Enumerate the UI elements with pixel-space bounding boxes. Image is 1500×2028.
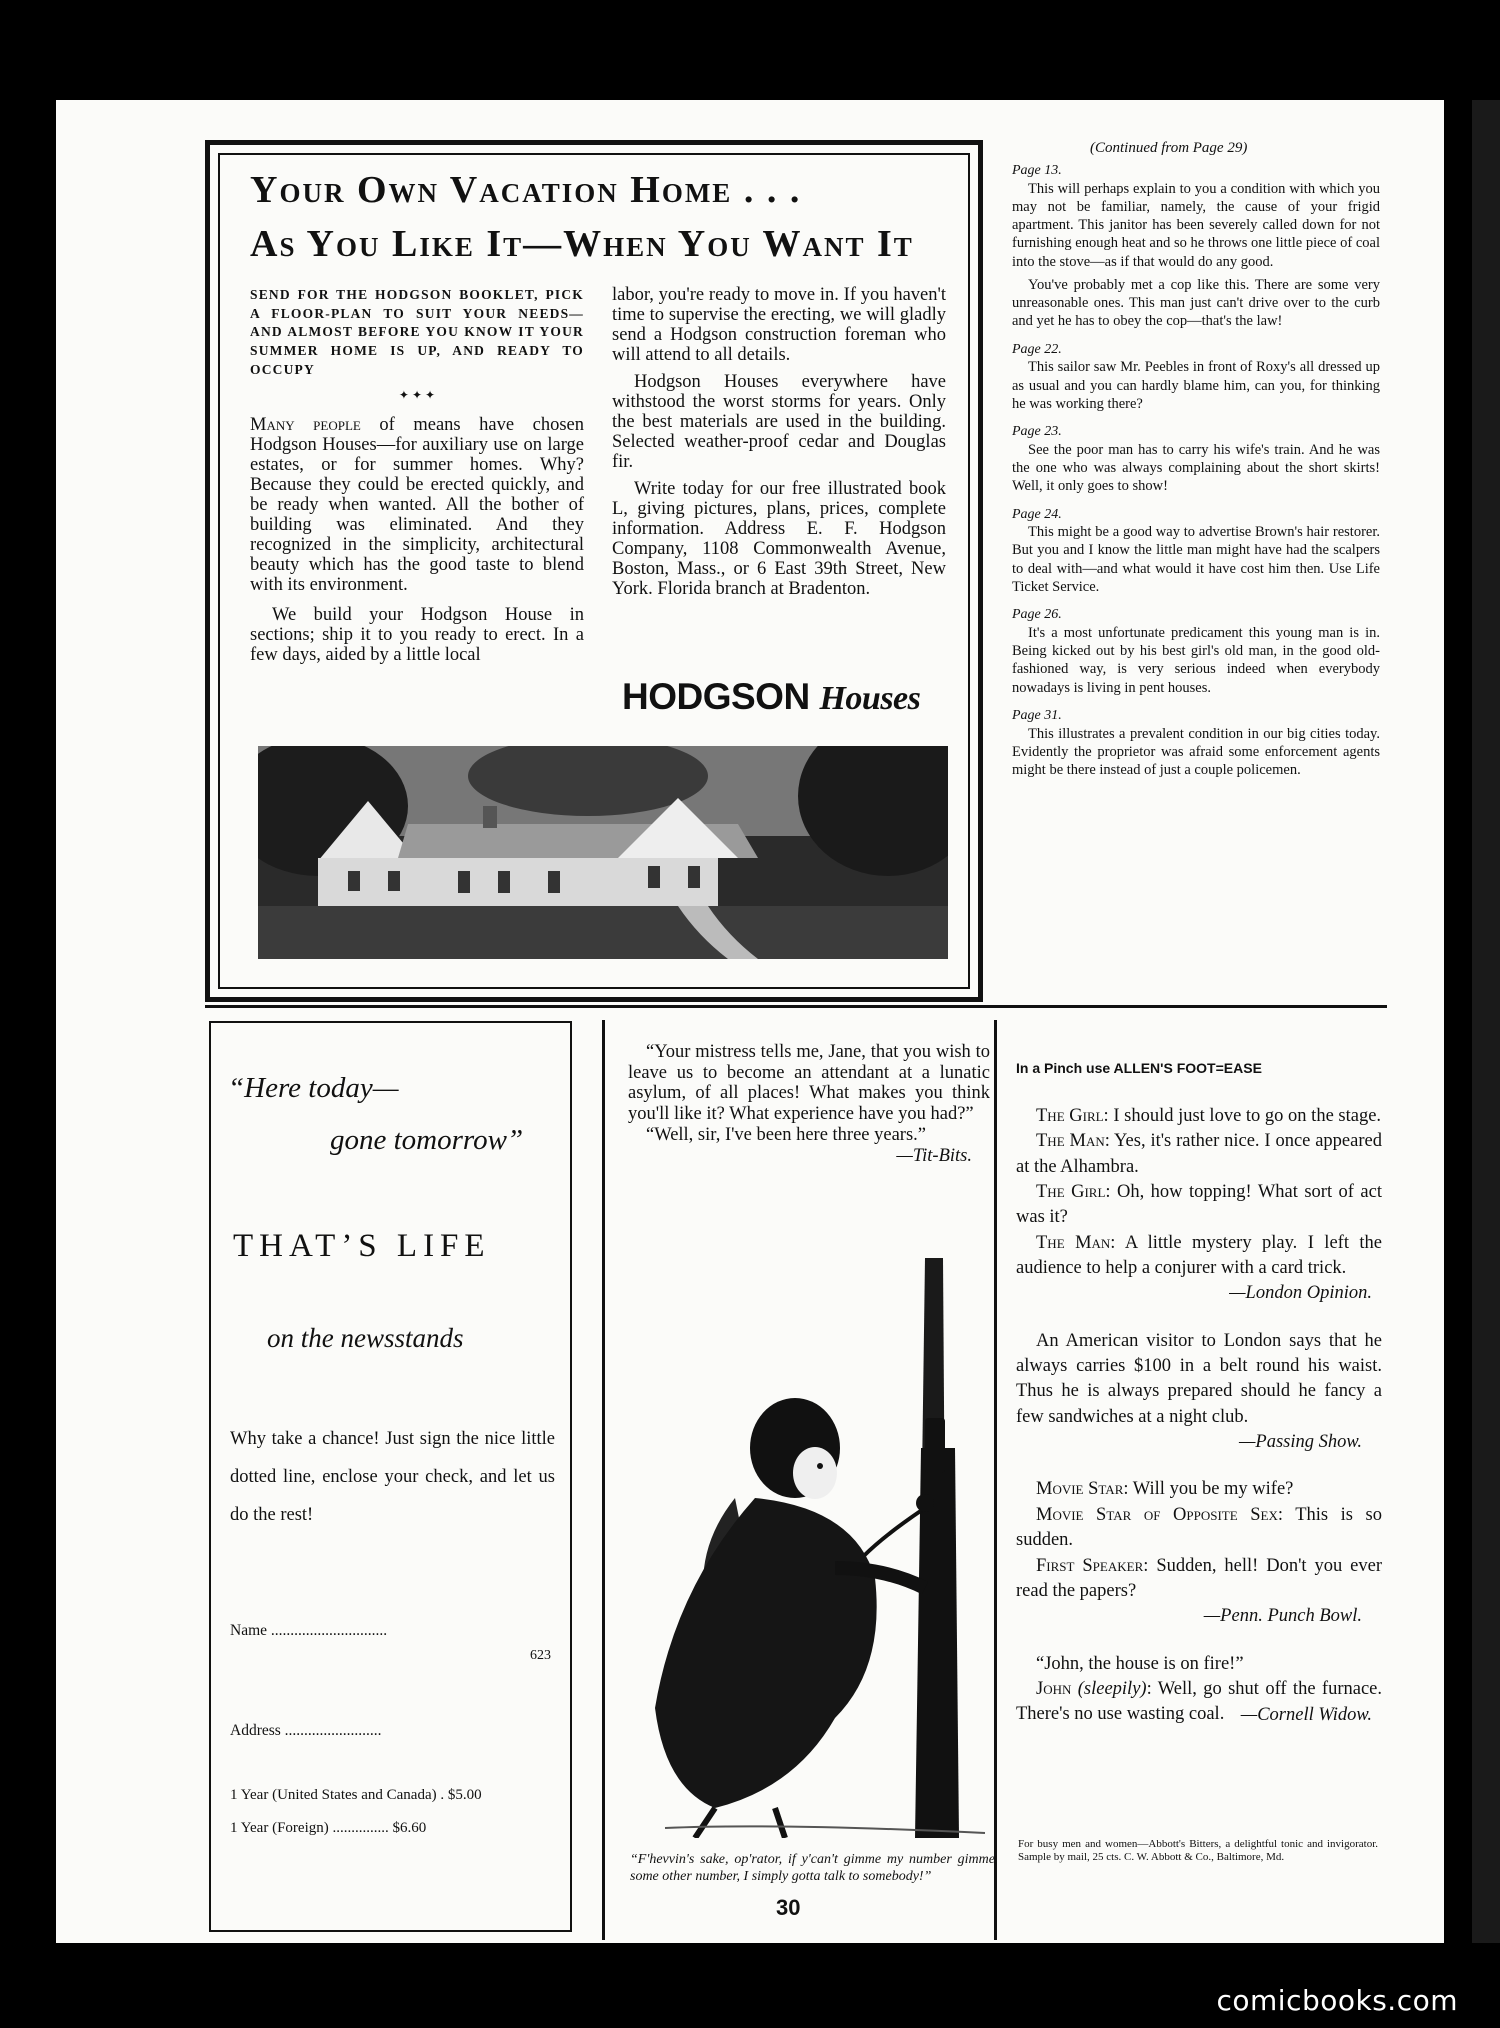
note-text: This sailor saw Mr. Peebles in front of Roxy's all dressed up as usual and you can hardly blame him, can you, for thinking he was working there? (1012, 359, 1380, 412)
joke-credit: —Tit-Bits. (896, 1145, 972, 1166)
note-page-23 (1012, 423, 1380, 495)
speaker-label: The Girl: (1036, 1106, 1109, 1126)
dialogue-line (1016, 1180, 1382, 1231)
note-text: You've probably met a cop like this. There are some very unreasonable ones. This man just can't drive over to the curb and yet he has to obey the cop—that's the law! (1012, 276, 1380, 330)
life-body: Why take a chance! Just sign the nice little dotted line, enclose your check, and let us do the rest! (230, 1429, 555, 1525)
note-page-label: Page 31. (1012, 707, 1062, 723)
cartoon-caption: “F'hevvin's sake, op'rator, if y'can't gimme my number gimme some other number, I simply gotta talk to somebody!” (630, 1852, 995, 1884)
facing-page-edge (1472, 100, 1500, 1943)
form-code: 623 (530, 1648, 551, 1663)
note-page-26 (1012, 606, 1380, 697)
continued-header: (Continued from Page 29) (1090, 140, 1248, 156)
column-rule-right (994, 1020, 997, 1940)
joke-furnace (1016, 1652, 1382, 1728)
page-number: 30 (776, 1895, 801, 1920)
small-caps-lead: Many people (250, 415, 361, 436)
note-text: It's a most unfortunate predicament this young man is in. Being kicked out by his best girl's old man, in the good old-fashioned way, is very serious indeed when everybody nowadays is living in pent houses. (1012, 624, 1380, 696)
dialogue-line (1016, 1231, 1382, 1282)
hodgson-column-left (250, 286, 584, 666)
abbotts-bitters-ad: For busy men and women—Abbott's Bitters, a delightful tonic and invigorator. Sample by mail, 25 cts. C. W. Abbott & Co., Baltimore, Md. (1018, 1838, 1378, 1863)
note-page-label: Page 13. (1012, 163, 1062, 178)
joke-jane-question: “Your mistress tells me, Jane, that you wish to leave us to become an attendant at a lunatic asylum, of all places! What makes you think you'll like it? What experience have you had?” (628, 1042, 990, 1125)
dialogue-text: A little mystery play. I left the audience to help a conjurer with a card trick. (1016, 1232, 1382, 1279)
joke-alhambra (1016, 1104, 1382, 1307)
hodgson-column-right (612, 286, 946, 600)
site-watermark: comicbooks.com (1216, 1984, 1458, 2017)
joke-belt (1016, 1329, 1382, 1456)
life-subhead: on the newsstands (267, 1323, 464, 1353)
speaker-label: The Girl: (1036, 1182, 1111, 1203)
speaker-label: The Man: (1036, 1232, 1116, 1253)
dialogue-text: Oh, how topping! What sort of act was it? (1016, 1182, 1382, 1228)
joke-credit: —Passing Show. (1238, 1432, 1362, 1453)
foot-ease-ad: In a Pinch use ALLEN'S FOOT=EASE (1016, 1060, 1262, 1076)
note-text: This will perhaps explain to you a condition with which you may not be familiar, namely, the cause of your frigid apartment. This janitor has been severely called down for not furnishing enough heat and so he throws one little piece of coal into the stove—as if that would do any good. (1012, 180, 1380, 270)
address-field[interactable]: Address ......................... (230, 1722, 382, 1739)
hodgson-para-2: We build your Hodgson House in sections; ship it to you ready to erect. In a few days, aided by a little local (250, 604, 584, 665)
hodgson-para-1 (250, 416, 584, 596)
dialogue-text: : Well, go shut off the furnace. There's no use wasting coal. (1016, 1678, 1382, 1725)
telephone-cartoon (625, 1248, 990, 1838)
joke-movie-star (1016, 1477, 1382, 1629)
note-page-24 (1012, 506, 1380, 597)
ornament: ✦ ✦ ✦ (398, 388, 436, 403)
dialogue-text: Will you be my wife? (1128, 1479, 1294, 1500)
dialogue-line (1016, 1477, 1382, 1502)
note-page-label: Page 22. (1012, 341, 1062, 357)
jokes-column (1016, 1104, 1382, 1728)
dialogue-text: I should just love to go on the stage. (1108, 1106, 1382, 1126)
speaker-label: First Speaker: (1036, 1555, 1149, 1576)
hodgson-logo (622, 676, 920, 718)
hodgson-para-1-text: of means have chosen Hodgson Houses—for auxiliary use on large estates, or for summer homes. Why? Because they could be erected quickly, and be ready when wanted. All the bother of building was eliminated. And they recognized in the simplicity, architectural beauty which has the good taste to blend with its environment. (250, 415, 584, 595)
hodgson-col2-para-1: labor, you're ready to move in. If you haven't time to supervise the erecting, we will gladly send a Hodgson construction foreman who will attend to all details. (612, 285, 946, 365)
dialogue-text: Sudden, hell! Don't you ever read the papers? (1016, 1555, 1382, 1601)
joke-credit: —Cornell Widow. (1240, 1704, 1372, 1725)
speaker-label: Movie Star of Opposite Sex: (1036, 1504, 1283, 1525)
hodgson-logo-bold: HODGSON (622, 676, 810, 717)
note-page-label: Page 24. (1012, 506, 1062, 522)
hodgson-lead: SEND FOR THE HODGSON BOOKLET, PICK A FLOOR-PLAN TO SUIT YOUR NEEDS—AND ALMOST BEFORE YOU KNOW IT YOUR SUMMER HOME IS UP, AND READY TO OCCUPY (250, 287, 584, 377)
note-text: See the poor man has to carry his wife's train. And he was the one who was always complaining about the short skirts! Well, it only goes to show! (1012, 441, 1380, 495)
continued-notes (1012, 152, 1380, 779)
hodgson-logo-italic: Houses (819, 680, 921, 717)
stage-direction: (sleepily) (1077, 1678, 1147, 1699)
life-headline: THAT’S LIFE (233, 1228, 491, 1264)
life-tagline-1: “Here today— (228, 1072, 399, 1104)
note-page-22 (1012, 341, 1380, 413)
joke-jane-reply: “Well, sir, I've been here three years.” (646, 1124, 926, 1145)
joke-jane (628, 1042, 990, 1166)
speaker-label: The Man: (1036, 1131, 1110, 1152)
dialogue-text: Yes, it's rather nice. I once appeared at the Alhambra. (1016, 1131, 1382, 1177)
joke-credit: —Penn. Punch Bowl. (1203, 1606, 1362, 1627)
dialogue-line (1016, 1554, 1382, 1605)
hodgson-col2-para-3: Write today for our free illustrated book L, giving pictures, plans, prices, complete information. Address E. F. Hodgson Company, 1108 Commonwealth Avenue, Boston, Mass., or 6 East 39th Street, New York. Florida branch at Bradenton. (612, 478, 946, 599)
life-tagline-2: gone tomorrow” (330, 1124, 524, 1156)
speaker-label: John (1036, 1678, 1072, 1699)
horizontal-rule (205, 1005, 1387, 1008)
note-cop (1012, 276, 1380, 331)
note-page-label: Page 26. (1012, 607, 1062, 623)
note-page-13 (1012, 162, 1380, 271)
note-text: This might be a good way to advertise Brown's hair restorer. But you and I know the little man might have had the scalpers to deal with—and what would it have cost him then. Use Life Ticket Service. (1012, 524, 1380, 596)
hodgson-headline-1: Your Own Vacation Home . . . (250, 169, 802, 211)
note-page-31 (1012, 707, 1380, 779)
column-rule-left (602, 1020, 605, 1940)
rate-foreign: 1 Year (Foreign) ............... $6.60 (230, 1820, 427, 1836)
hodgson-col2-para-2: Hodgson Houses everywhere have withstood the worst storms for years. Only the best materials are used in the building. Selected weather-proof cedar and Douglas fir. (612, 371, 946, 472)
vacation-house-photo (258, 746, 948, 959)
dialogue-line (1016, 1129, 1382, 1180)
joke-text: An American visitor to London says that he always carries $100 in a belt round his waist. Thus he is always prepared should he fancy a few sandwiches at a night club. (1016, 1330, 1382, 1427)
speaker-label: Movie Star: (1036, 1479, 1129, 1500)
joke-credit: —London Opinion. (1229, 1283, 1372, 1304)
dialogue-line (1016, 1503, 1382, 1554)
joke-jane-answer (628, 1124, 990, 1166)
joke-text: “John, the house is on fire!” (1036, 1653, 1244, 1674)
rate-domestic: 1 Year (United States and Canada) . $5.00 (230, 1787, 482, 1803)
hodgson-headline-2: As You Like It—When You Want It (250, 223, 914, 265)
name-field[interactable]: Name .............................. (230, 1622, 388, 1639)
note-text: This illustrates a prevalent condition in our big cities today. Evidently the proprietor was afraid some enforcement agents might be there instead of just a couple policemen. (1012, 725, 1380, 779)
note-page-label: Page 23. (1012, 424, 1062, 440)
dialogue-line (1016, 1104, 1382, 1129)
dialogue-text: This is so sudden. (1016, 1504, 1382, 1551)
